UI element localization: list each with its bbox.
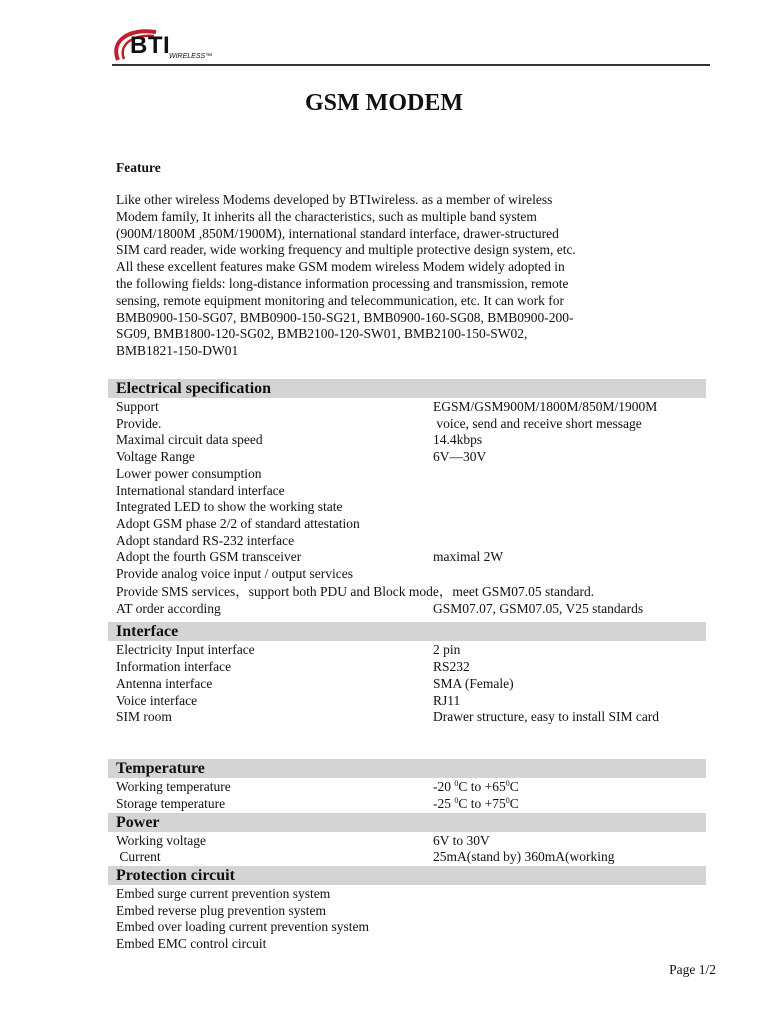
spec-value: RS232	[433, 659, 470, 674]
degree-mark: 0	[505, 779, 510, 788]
section-title: Power	[116, 814, 160, 831]
spec-value: RJ11	[433, 693, 461, 708]
spec-label: AT order according	[116, 601, 221, 616]
spec-label: Support	[116, 399, 159, 414]
intro-line: Modem family, It inherits all the characteristics, such as multiple band system	[116, 208, 537, 224]
spec-row	[116, 795, 706, 812]
page-title: GSM MODEM	[305, 90, 463, 116]
section-header-temperature	[108, 759, 706, 778]
temp-mid: C to +75	[458, 796, 506, 811]
spec-label: Adopt the fourth GSM transceiver	[116, 549, 302, 564]
page-number: Page 1/2	[669, 962, 716, 977]
spec-row	[116, 548, 706, 565]
temp-unit: C	[509, 779, 519, 794]
spec-label: International standard interface	[116, 483, 285, 498]
spec-value: 14.4kbps	[433, 432, 483, 447]
intro-line: BMB0900-150-SG07, BMB0900-150-SG21, BMB0900-160-SG08, BMB0900-200-	[116, 309, 574, 325]
logo-sub-text: WIRELESS™	[169, 53, 213, 60]
intro-line: (900M/1800M ,850M/1900M), international standard interface, drawer-structured	[116, 225, 559, 241]
spec-value: maximal 2W	[433, 549, 504, 564]
section-title: Temperature	[116, 760, 205, 777]
spec-value: voice, send and receive short message	[433, 416, 642, 431]
spec-row	[116, 692, 706, 709]
spec-row	[116, 498, 706, 515]
spec-row	[116, 848, 706, 865]
spec-row	[116, 465, 706, 482]
spec-row	[116, 641, 706, 658]
spec-label: Embed over loading current prevention system	[116, 919, 370, 934]
spec-value: SMA (Female)	[433, 676, 514, 691]
spec-value: 2 pin	[433, 642, 461, 657]
spec-label: Maximal circuit data speed	[116, 432, 263, 447]
section-title: Protection circuit	[116, 867, 235, 884]
section-title: Electrical specification	[116, 380, 272, 397]
spec-label: Adopt GSM phase 2/2 of standard attestation	[116, 516, 360, 531]
spec-value	[433, 778, 519, 795]
spec-label: Information interface	[116, 659, 232, 674]
section-header-interface	[108, 622, 706, 641]
spec-label: Current	[116, 849, 161, 864]
spec-value: 6V—30V	[433, 449, 487, 464]
brand-logo	[112, 26, 242, 66]
section-header-power	[108, 813, 706, 832]
spec-value	[433, 795, 519, 812]
spec-label: Adopt standard RS-232 interface	[116, 533, 295, 548]
spec-label: Working voltage	[116, 833, 207, 848]
feature-heading: Feature	[116, 160, 161, 175]
spec-label: Provide.	[116, 416, 162, 431]
spec-label: Embed reverse plug prevention system	[116, 903, 326, 918]
spec-label: Storage temperature	[116, 796, 226, 811]
intro-line: Like other wireless Modems developed by BTIwireless. as a member of wireless	[116, 192, 553, 207]
spec-value: Drawer structure, easy to install SIM card	[433, 709, 660, 724]
temp-min: -20	[433, 779, 455, 794]
temp-unit: C	[509, 796, 519, 811]
spec-value: 6V to 30V	[433, 833, 490, 848]
temp-min: -25	[433, 796, 455, 811]
spec-label: Antenna interface	[116, 676, 213, 691]
temp-mid: C to +65	[458, 779, 506, 794]
spec-row	[116, 448, 706, 465]
degree-mark: 0	[505, 796, 510, 805]
spec-row	[116, 431, 706, 448]
intro-line: the following fields: long-distance information processing and transmission, remote	[116, 275, 569, 291]
spec-row	[116, 515, 706, 532]
spec-row	[116, 902, 706, 919]
degree-mark: 0	[454, 796, 459, 805]
spec-row	[116, 583, 706, 600]
spec-label: Working temperature	[116, 779, 231, 794]
spec-value: GSM07.07, GSM07.05, V25 standards	[433, 601, 644, 616]
spec-label: Lower power consumption	[116, 466, 262, 481]
spec-label: Integrated LED to show the working state	[116, 499, 343, 514]
section-header-electrical	[108, 379, 706, 398]
header-divider	[112, 64, 710, 66]
spec-row	[116, 708, 706, 725]
spec-row	[116, 935, 706, 952]
spec-label: Provide SMS services，support both PDU and Block mode，meet GSM07.05 standard.	[116, 584, 595, 599]
spec-row	[116, 918, 706, 935]
spec-row	[116, 532, 706, 549]
spec-label: Voice interface	[116, 693, 198, 708]
intro-line: BMB1821-150-DW01	[116, 343, 239, 359]
intro-paragraph	[116, 192, 656, 360]
section-header-protection	[108, 866, 706, 885]
logo-brand-text: BTI	[130, 32, 171, 59]
degree-mark: 0	[454, 779, 459, 788]
spec-row	[116, 600, 706, 617]
spec-label: Electricity Input interface	[116, 642, 255, 657]
spec-row	[116, 778, 706, 795]
spec-row	[116, 832, 706, 849]
intro-line: SIM card reader, wide working frequency and multiple protective design system, etc.	[116, 242, 576, 258]
spec-row	[116, 398, 706, 415]
intro-line: All these excellent features make GSM modem wireless Modem widely adopted in	[116, 259, 565, 275]
spec-row	[116, 885, 706, 902]
spec-value: 25mA(stand by) 360mA(working	[433, 849, 615, 864]
spec-row	[116, 658, 706, 675]
spec-row	[116, 565, 706, 582]
spec-label: Embed surge current prevention system	[116, 886, 331, 901]
spec-label: SIM room	[116, 709, 172, 724]
spec-row	[116, 675, 706, 692]
spec-row	[116, 415, 706, 432]
intro-line: SG09, BMB1800-120-SG02, BMB2100-120-SW01, BMB2100-150-SW02,	[116, 326, 528, 342]
spec-label: Provide analog voice input / output services	[116, 566, 353, 581]
spec-value: EGSM/GSM900M/1800M/850M/1900M	[433, 399, 658, 414]
spec-label: Embed EMC control circuit	[116, 936, 267, 951]
spec-label: Voltage Range	[116, 449, 195, 464]
spec-row	[116, 482, 706, 499]
section-title: Interface	[116, 623, 179, 640]
intro-line: sensing, remote equipment monitoring and telecommunication, etc. It can work for	[116, 292, 564, 308]
